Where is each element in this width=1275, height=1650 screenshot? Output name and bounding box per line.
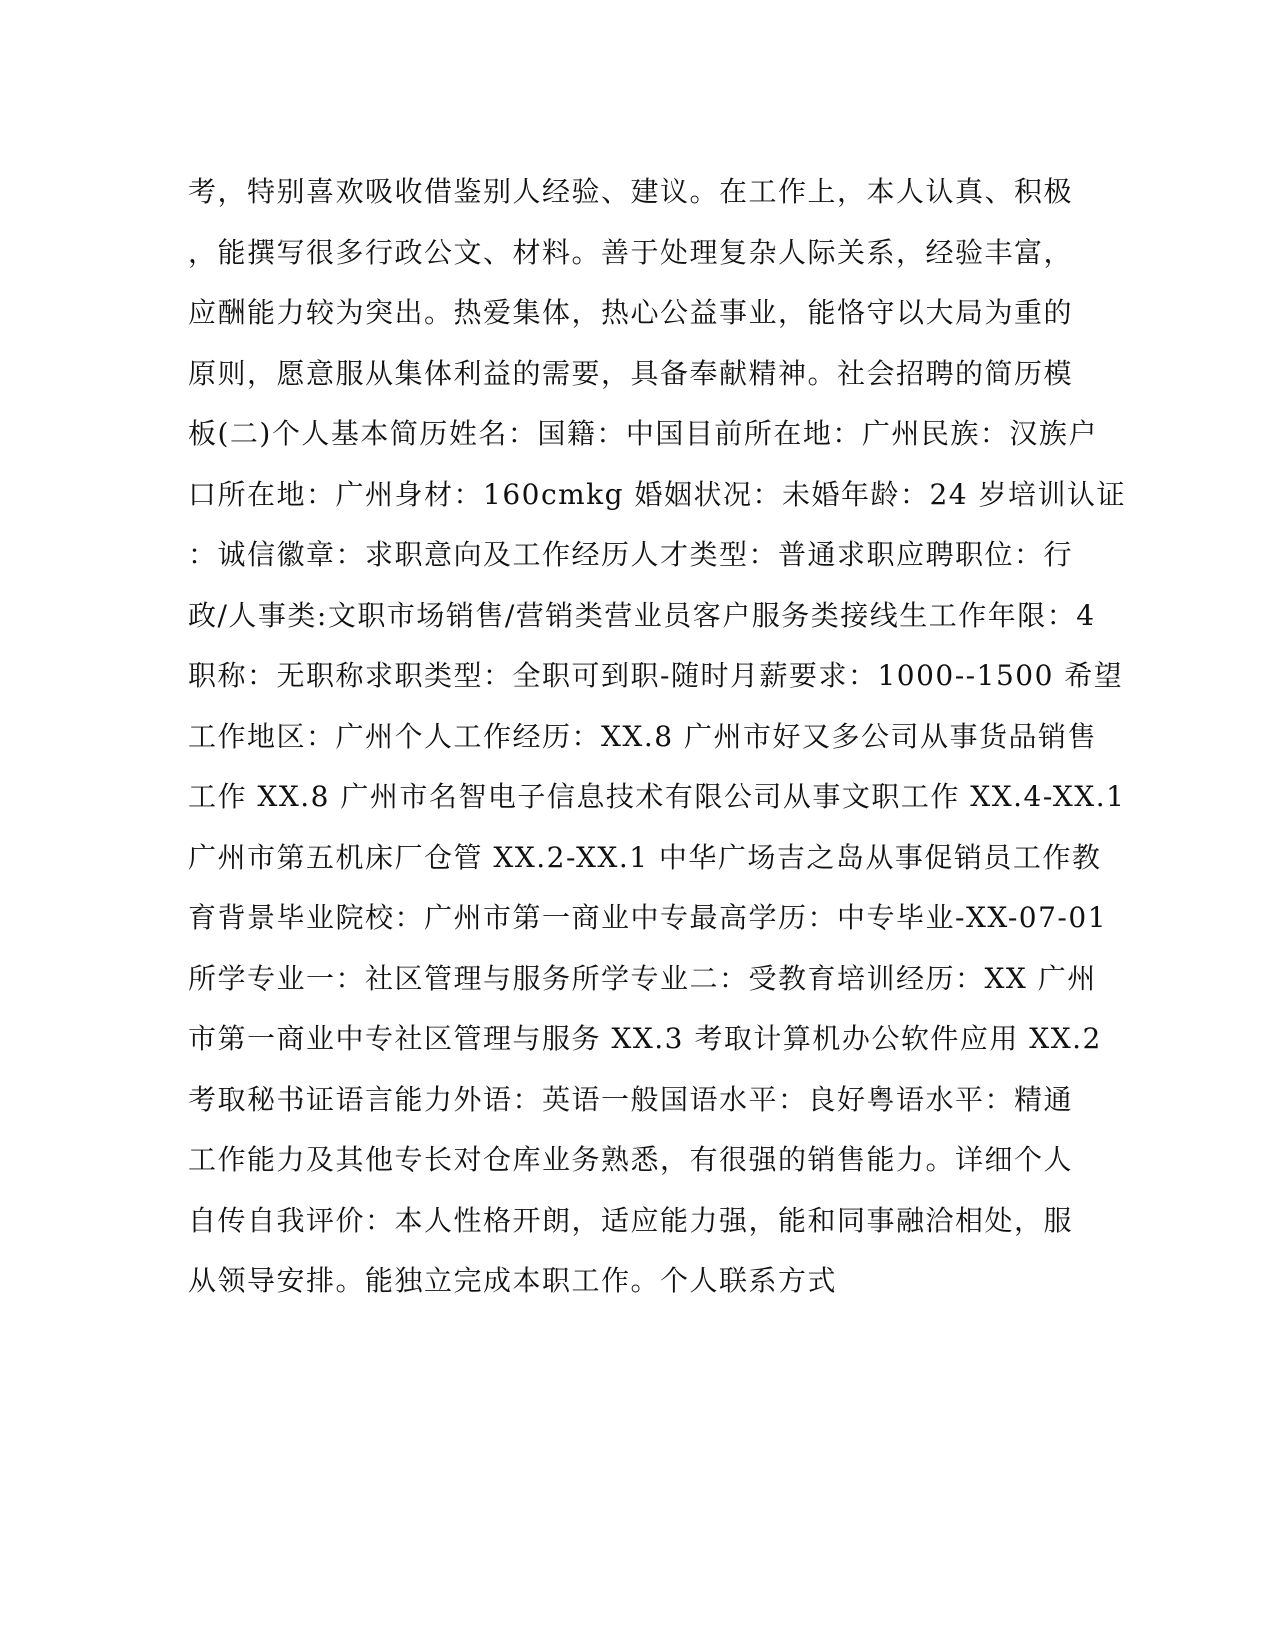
text-line: 板(二)个人基本简历姓名：国籍：中国目前所在地：广州民族：汉族户: [188, 417, 1098, 450]
text-line: 工作地区：广州个人工作经历：XX.8 广州市好又多公司从事货品销售: [188, 719, 1097, 753]
text-line: 工作能力及其他专长对仓库业务熟悉，有很强的销售能力。详细个人: [188, 1143, 1074, 1176]
text-line: 应酬能力较为突出。热爱集体，热心公益事业，能恪守以大局为重的: [188, 296, 1074, 329]
text-line: ，能撰写很多行政公文、材料。善于处理复杂人际关系，经验丰富，: [188, 235, 1074, 269]
text-line: 广州市第五机床厂仓管 XX.2-XX.1 中华广场吉之岛从事促销员工作教: [188, 840, 1102, 874]
text-line: 原则，愿意服从集体利益的需要，具备奉献精神。社会招聘的简历模: [188, 356, 1074, 390]
text-line: 工作 XX.8 广州市名智电子信息技术有限公司从事文职工作 XX.4-XX.1: [188, 780, 1126, 813]
text-line: 考取秘书证语言能力外语：英语一般国语水平：良好粤语水平：精通: [188, 1082, 1074, 1116]
text-line: ：诚信徽章：求职意向及工作经历人才类型：普通求职应聘职位：行: [188, 538, 1074, 571]
text-line: 市第一商业中专社区管理与服务 XX.3 考取计算机办公软件应用 XX.2: [188, 1022, 1102, 1055]
text-line: 政/人事类:文职市场销售/营销类营业员客户服务类接线生工作年限：4: [188, 598, 1096, 632]
text-line: 育背景毕业院校：广州市第一商业中专最高学历：中专毕业-XX-07-01: [188, 901, 1108, 934]
text-line: 所学专业一：社区管理与服务所学专业二：受教育培训经历：XX 广州: [188, 961, 1097, 995]
text-line: 从领导安排。能独立完成本职工作。个人联系方式: [188, 1264, 838, 1297]
body-text: [188, 162, 1126, 1312]
text-line: 口所在地：广州身材：160cmkg 婚姻状况：未婚年龄：24 岁培训认证: [188, 477, 1126, 511]
text-line: 考，特别喜欢吸收借鉴别人经验、建议。在工作上，本人认真、积极: [188, 175, 1074, 208]
text-line: 自传自我评价：本人性格开朗，适应能力强，能和同事融洽相处，服: [188, 1203, 1074, 1237]
text-line: 职称：无职称求职类型：全职可到职-随时月薪要求：1000--1500 希望: [188, 659, 1124, 692]
